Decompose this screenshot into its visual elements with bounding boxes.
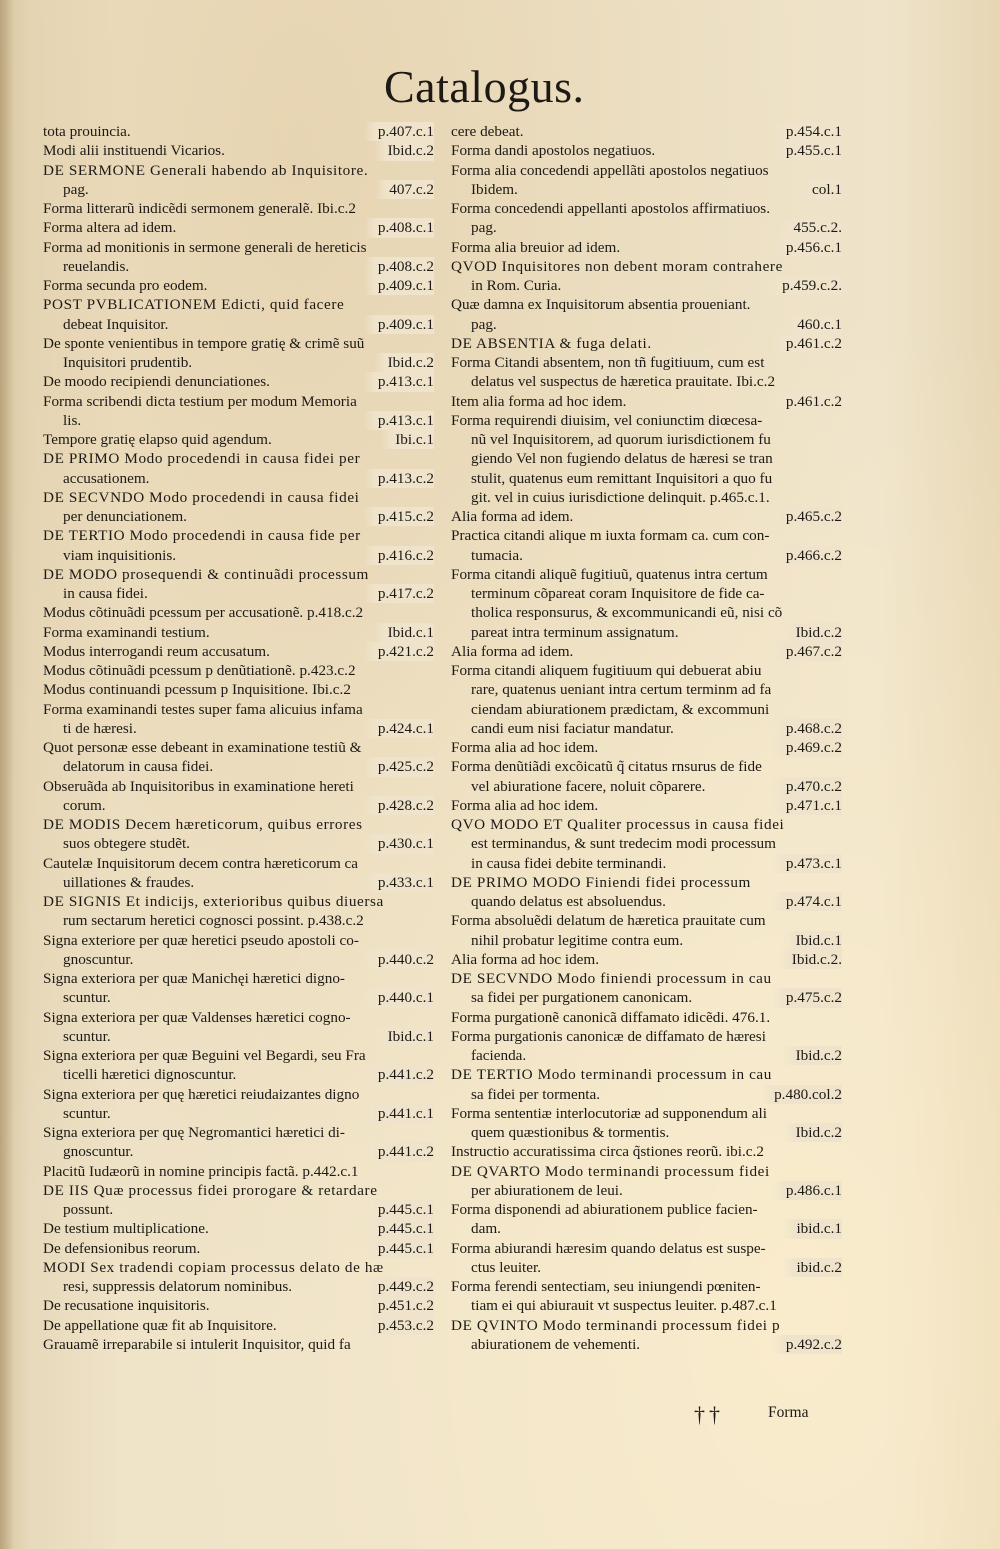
page-reference: p.471.c.1 — [772, 796, 842, 815]
entry-text-line: DE ABSENTIA & fuga delati. — [451, 334, 652, 352]
index-entry — [38, 1162, 434, 1181]
entry-text-line: facienda. — [471, 1047, 527, 1064]
page-reference: p.421.c.2 — [364, 642, 434, 661]
entry-text-line: ti de hæresi. — [63, 719, 137, 737]
index-column-left — [38, 122, 434, 1354]
index-entry — [38, 565, 434, 604]
index-entry — [446, 1104, 842, 1143]
page-reference: ibid.c.2 — [782, 1258, 842, 1277]
page-reference: p.455.c.1 — [772, 141, 842, 160]
entry-text-line: DE QVARTO Modo terminandi processum fidei — [451, 1162, 770, 1180]
index-entry — [446, 1142, 842, 1161]
entry-text-line: in causa fidei. — [63, 585, 148, 602]
entry-text-line: pareat intra terminum assignatum. — [471, 623, 679, 641]
index-entry — [38, 1123, 434, 1162]
index-entry — [38, 892, 434, 931]
index-entry — [38, 1239, 434, 1258]
page-reference: Ibid.c.1 — [374, 623, 434, 642]
entry-text-line: Signa exteriora per quæ Beguini vel Begardi, seu Fra — [43, 1047, 366, 1064]
index-entry — [446, 757, 842, 796]
entry-text-line: DE PRIMO MODO Finiendi fidei processum — [451, 873, 751, 891]
page-reference: Ibid.c.2 — [782, 1046, 842, 1065]
entry-text-line: Signa exteriora per quę Negromantici hæretici di- — [43, 1124, 345, 1141]
entry-text-line: reuelandis. — [63, 257, 130, 275]
page-reference: p.441.c.1 — [364, 1104, 434, 1123]
entry-text-line: possunt. — [63, 1201, 114, 1218]
index-entry — [38, 141, 434, 160]
index-column-right — [446, 122, 842, 1354]
index-entry — [38, 1181, 434, 1220]
entry-text-line: De moodo recipiendi denunciationes. — [43, 373, 270, 391]
index-entry — [38, 1316, 434, 1335]
entry-text-line: Quot personæ esse debeant in examinatione testiũ & — [43, 739, 362, 756]
entry-text-line: Forma Citandi absentem, non tñ fugitiuum, cum est — [451, 354, 765, 371]
index-entry — [38, 623, 434, 642]
index-entry — [446, 392, 842, 411]
entry-text-line: De recusatione inquisitoris. — [43, 1297, 210, 1315]
entry-text-line: Ibidem. — [471, 180, 518, 198]
entry-text-line: pag. — [63, 180, 89, 198]
entry-text-line: quando delatus est absoluendus. — [471, 893, 666, 910]
entry-text-line: Forma disponendi ad abiurationem publice facien- — [451, 1201, 758, 1218]
page-reference: p.486.c.1 — [772, 1181, 842, 1200]
index-entry — [446, 238, 842, 257]
index-entry — [38, 700, 434, 739]
index-entry — [38, 931, 434, 970]
index-entry — [446, 1316, 842, 1355]
index-entry — [38, 738, 434, 777]
index-entry — [38, 1258, 434, 1297]
page-reference: col.1 — [798, 180, 842, 199]
page-reference: Ibid.c.2 — [374, 141, 434, 160]
entry-text-line: Cautelæ Inquisitorum decem contra hæreticorum ca — [43, 854, 359, 872]
entry-text-line: Forma purgationẽ canonicã diffamato idicẽdi. 476.1. — [451, 1008, 771, 1026]
entry-text-line: Item alia forma ad hoc idem. — [451, 392, 627, 410]
entry-text-line: QVO MODO ET Qualiter processus in causa fidei — [451, 816, 785, 833]
index-entry — [446, 141, 842, 160]
page-reference: p.473.c.1 — [772, 854, 842, 873]
page-header — [0, 60, 1000, 130]
index-entry — [38, 1008, 434, 1047]
index-entry — [446, 507, 842, 526]
index-entry — [446, 873, 842, 912]
index-entry — [38, 1046, 434, 1085]
entry-text-line: Placitũ Iudæorũ in nomine principis factã. p.442.c.1 — [43, 1162, 359, 1180]
entry-text-line: lis. — [63, 411, 82, 429]
index-entry — [38, 218, 434, 237]
entry-text-line: candi eum nisi faciatur mandatur. — [471, 719, 674, 737]
index-entry — [446, 1008, 842, 1027]
entry-text-line: pag. — [471, 219, 497, 237]
entry-text-line: viam inquisitionis. — [63, 546, 177, 564]
entry-text-line: pag. — [471, 315, 497, 333]
entry-text-line: cere debeat. — [451, 123, 524, 140]
entry-text-line: Signa exteriora per quæ Valdenses hæretici cogno- — [43, 1008, 351, 1026]
entry-text-line: rum sectarum heretici cognosci possint. p.438.c.2 — [63, 912, 364, 930]
entry-text-line: giendo Vel non fugiendo delatus de hæresi se tran — [471, 450, 773, 468]
entry-text-line: Practica citandi alique m iuxta formam ca. cum con- — [451, 527, 770, 545]
page-reference: p.433.c.1 — [364, 873, 434, 892]
page-reference: p.413.c.2 — [364, 469, 434, 488]
index-entry — [38, 199, 434, 218]
index-entry — [446, 1277, 842, 1316]
page-reference: 407.c.2 — [375, 180, 434, 199]
entry-text-line: est terminandus, & sunt tredecim modi processum — [471, 835, 776, 853]
index-entry — [38, 969, 434, 1008]
index-entry — [38, 1335, 434, 1354]
entry-text-line: Forma purgationis canonicæ de diffamato de hæresi — [451, 1027, 766, 1045]
entry-text-line: quem quæstionibus & tormentis. — [471, 1124, 670, 1141]
page-reference: p.408.c.2 — [364, 257, 434, 276]
entry-text-line: accusationem. — [63, 469, 150, 487]
entry-text-line: DE TERTIO Modo terminandi processum in cau — [451, 1066, 772, 1084]
entry-text-line: scuntur. — [63, 989, 111, 1007]
page-reference: Ibid.c.1 — [782, 931, 842, 950]
page-reference: p.454.c.1 — [772, 122, 842, 141]
index-entry — [38, 372, 434, 391]
page-reference: p.413.c.1 — [364, 411, 434, 430]
entry-text-line: gnoscuntur. — [63, 1143, 134, 1161]
entry-text-line: Forma scribendi dicta testium per modum Memoria — [43, 392, 357, 410]
index-entry — [446, 565, 842, 642]
index-entry — [38, 488, 434, 527]
entry-text-line: Forma sententiæ interlocutoriæ ad supponendum ali — [451, 1104, 767, 1122]
entry-text-line: De defensionibus reorum. — [43, 1239, 201, 1257]
entry-text-line: Forma litterarũ indicẽdi sermonem generalẽ. Ibi.c.2 — [43, 200, 356, 217]
binding-edge — [0, 0, 14, 1549]
index-entry — [446, 1200, 842, 1239]
entry-text-line: dam. — [471, 1220, 501, 1238]
page-reference: Ibid.c.2 — [782, 1123, 842, 1142]
index-entry — [38, 680, 434, 699]
entry-text-line: Signa exteriora per quę hæretici reiudaizantes digno — [43, 1085, 360, 1103]
entry-text-line: tiam ei qui abiurauit vt suspectus leuiter. p.487.c.1 — [471, 1297, 777, 1315]
entry-text-line: debeat Inquisitor. — [63, 315, 169, 333]
entry-text-line: Modus interrogandi reum accusatum. — [43, 642, 270, 660]
page-reference: p.451.c.2 — [364, 1296, 434, 1315]
index-entry — [446, 295, 842, 334]
page-reference: Ibid.c.1 — [374, 1027, 434, 1046]
page-reference: Ibid.c.2. — [778, 950, 842, 969]
page-reference: p.459.c.2. — [768, 276, 842, 295]
index-entry — [446, 199, 842, 238]
entry-text-line: Forma citandi aliquẽ fugitiuũ, quatenus intra certum — [451, 565, 768, 583]
index-entry — [446, 738, 842, 757]
entry-text-line: stulit, quatenus eum remittant Inquisitori a quo fu — [471, 469, 773, 487]
entry-text-line: POST PVBLICATIONEM Edicti, quid facere — [43, 296, 345, 314]
page-reference: p.470.c.2 — [772, 777, 842, 796]
index-entry — [38, 661, 434, 680]
entry-text-line: De testium multiplicatione. — [43, 1220, 209, 1238]
index-entry — [38, 276, 434, 295]
entry-text-line: corum. — [63, 796, 106, 814]
index-entry — [38, 295, 434, 334]
index-entry — [446, 122, 842, 141]
index-entry — [446, 1162, 842, 1201]
page-reference: p.456.c.1 — [772, 238, 842, 257]
entry-text-line: Forma altera ad idem. — [43, 219, 177, 237]
index-entry — [446, 969, 842, 1008]
index-entry — [446, 526, 842, 565]
index-entry — [446, 353, 842, 392]
index-entry — [38, 854, 434, 893]
page-reference: p.441.c.2 — [364, 1142, 434, 1161]
entry-text-line: DE PRIMO Modo procedendi in causa fidei per — [43, 450, 361, 468]
page-reference: p.440.c.1 — [364, 988, 434, 1007]
page-reference: p.453.c.2 — [364, 1316, 434, 1335]
page-reference: ibid.c.1 — [782, 1219, 842, 1238]
entry-text-line: Alia forma ad idem. — [451, 642, 574, 660]
entry-text-line: DE MODIS Decem hæreticorum, quibus errores — [43, 816, 363, 833]
page-reference: p.445.c.1 — [364, 1239, 434, 1258]
entry-text-line: uillationes & fraudes. — [63, 873, 195, 891]
index-entry — [38, 238, 434, 277]
index-entry — [38, 777, 434, 816]
index-entry — [446, 911, 842, 950]
index-entry — [38, 161, 434, 200]
index-entry — [38, 526, 434, 565]
index-entry — [446, 796, 842, 815]
entry-text-line: tota prouincia. — [43, 123, 131, 140]
entry-text-line: abiurationem de vehementi. — [471, 1335, 641, 1353]
page-reference: p.465.c.2 — [772, 507, 842, 526]
entry-text-line: terminum cõpareat coram Inquisitore de fide ca- — [471, 585, 765, 602]
index-entry — [38, 334, 434, 373]
page-reference: p.449.c.2 — [364, 1277, 434, 1296]
entry-text-line: Forma alia ad hoc idem. — [451, 796, 599, 814]
entry-text-line: Quæ damna ex Inquisitorum absentia proueniant. — [451, 296, 751, 314]
entry-text-line: Forma examinandi testium. — [43, 623, 210, 641]
signature-mark: †† — [694, 1402, 724, 1427]
index-entry — [446, 1065, 842, 1104]
entry-text-line: gnoscuntur. — [63, 950, 134, 968]
entry-text-line: Forma examinandi testes super fama alicuius infama — [43, 700, 363, 718]
entry-text-line: suos obtegere studẽt. — [63, 835, 190, 853]
page-reference: p.409.c.1 — [364, 276, 434, 295]
entry-text-line: vel abiuratione facere, noluit cõparere. — [471, 777, 706, 795]
page-reference: p.492.c.2 — [772, 1335, 842, 1354]
entry-text-line: sa fidei per tormenta. — [471, 1085, 601, 1103]
entry-text-line: delatorum in causa fidei. — [63, 758, 214, 776]
entry-text-line: Modi alii instituendi Vicarios. — [43, 142, 225, 160]
entry-text-line: Instructio accuratissima circa q̃stiones reorũ. ibi.c.2 — [451, 1143, 764, 1161]
entry-text-line: Forma dandi apostolos negatiuos. — [451, 142, 656, 160]
page-reference: p.416.c.2 — [364, 546, 434, 565]
index-entry — [446, 661, 842, 738]
page-reference: p.413.c.1 — [364, 372, 434, 391]
page-reference: p.445.c.1 — [364, 1200, 434, 1219]
index-entry — [38, 1296, 434, 1315]
page-reference: p.417.c.2 — [364, 584, 434, 603]
page-reference: 455.c.2. — [779, 218, 842, 237]
index-entry — [446, 815, 842, 873]
entry-text-line: sa fidei per purgationem canonicam. — [471, 989, 693, 1007]
entry-text-line: ciendam abiurationem prædictam, & excommuni — [471, 700, 770, 718]
entry-text-line: in causa fidei debite terminandi. — [471, 854, 667, 872]
page-reference: p.480.col.2 — [760, 1085, 842, 1104]
entry-text-line: DE SECVNDO Modo procedendi in causa fidei — [43, 488, 360, 506]
index-entry — [38, 122, 434, 141]
page-reference: p.469.c.2 — [772, 738, 842, 757]
catchword: Forma — [768, 1404, 809, 1421]
entry-text-line: Forma ferendi sentectiam, seu iniungendi pœniten- — [451, 1278, 761, 1295]
entry-text-line: DE IIS Quæ processus fidei prorogare & retardare — [43, 1181, 378, 1199]
entry-text-line: nũ vel Inquisitorem, ad quorum iurisdictionem fu — [471, 431, 771, 448]
page-reference: p.415.c.2 — [364, 507, 434, 526]
index-entry — [38, 392, 434, 431]
page-reference: p.428.c.2 — [364, 796, 434, 815]
entry-text-line: Forma concedendi appellanti apostolos affirmatiuos. — [451, 200, 770, 217]
entry-text-line: Forma abiurandi hæresim quando delatus est suspe- — [451, 1239, 766, 1257]
entry-text-line: Forma requirendi diuisim, vel coniunctim diœcesa- — [451, 411, 763, 429]
index-entry — [446, 642, 842, 661]
entry-text-line: delatus vel suspectus de hæretica prauitate. Ibi.c.2 — [471, 373, 776, 391]
entry-text-line: Forma ad monitionis in sermone generali de hereticis — [43, 238, 367, 256]
entry-text-line: Tempore gratię elapso quid agendum. — [43, 431, 272, 448]
index-entry — [38, 642, 434, 661]
entry-text-line: Alia forma ad idem. — [451, 508, 574, 525]
page-reference: p.468.c.2 — [772, 719, 842, 738]
index-entry — [446, 950, 842, 969]
page-reference: p.441.c.2 — [364, 1065, 434, 1084]
page-reference: p.425.c.2 — [364, 757, 434, 776]
entry-text-line: Alia forma ad hoc idem. — [451, 950, 600, 968]
entry-text-line: tholica responsurus, & excommunicandi eũ, nisi cõ — [471, 604, 783, 622]
entry-text-line: Forma absoluẽdi delatum de hæretica prauitate cum — [451, 912, 766, 930]
entry-text-line: nihil probatur legitime contra eum. — [471, 931, 684, 949]
entry-text-line: Obseruãda ab Inquisitoribus in examinatione hereti — [43, 777, 354, 795]
entry-text-line: Modus continuandi pcessum p Inquisitione. Ibi.c.2 — [43, 681, 351, 699]
entry-text-line: scuntur. — [63, 1027, 111, 1045]
page-reference: p.461.c.2 — [772, 334, 842, 353]
page-reference: p.407.c.1 — [364, 122, 434, 141]
entry-text-line: Grauamẽ irreparabile si intulerit Inquisitor, quid fa — [43, 1335, 351, 1353]
index-entry — [38, 815, 434, 854]
index-entry — [38, 430, 434, 449]
entry-text-line: Modus cõtinuãdi pcessum p denũtiationẽ. p.423.c.2 — [43, 662, 356, 679]
index-entry — [38, 603, 434, 622]
page-reference: p.409.c.1 — [364, 315, 434, 334]
entry-text-line: DE TERTIO Modo procedendi in causa fide per — [43, 527, 361, 545]
page-reference: p.424.c.1 — [364, 719, 434, 738]
entry-text-line: rare, quatenus ueniant intra certum terminm ad fa — [471, 681, 772, 699]
entry-text-line: in Rom. Curia. — [471, 277, 562, 294]
index-entry — [446, 1239, 842, 1278]
page-reference: p.466.c.2 — [772, 546, 842, 565]
page-reference: p.408.c.1 — [364, 218, 434, 237]
page-title: Catalogus. — [384, 61, 585, 112]
entry-text-line: Forma citandi aliquem fugitiuum qui debuerat abiu — [451, 662, 762, 679]
entry-text-line: tumacia. — [471, 546, 523, 564]
entry-text-line: Forma secunda pro eodem. — [43, 277, 208, 294]
page-reference: p.461.c.2 — [772, 392, 842, 411]
index-entry — [446, 257, 842, 296]
index-entry — [38, 1219, 434, 1238]
page-reference: p.440.c.2 — [364, 950, 434, 969]
page-reference: p.474.c.1 — [772, 892, 842, 911]
entry-text-line: Forma denũtiãdi excõicatũ q̃ citatus rnsurus de fide — [451, 758, 762, 776]
entry-text-line: scuntur. — [63, 1104, 111, 1122]
index-entry — [38, 1085, 434, 1124]
index-entry — [446, 161, 842, 200]
entry-text-line: per abiurationem de leui. — [471, 1181, 623, 1199]
page-reference: p.430.c.1 — [364, 834, 434, 853]
page-reference: p.475.c.2 — [772, 988, 842, 1007]
entry-text-line: DE SERMONE Generali habendo ab Inquisitore. — [43, 161, 369, 179]
entry-text-line: DE MODO prosequendi & continuãdi processum — [43, 565, 369, 583]
page-reference: 460.c.1 — [783, 315, 842, 334]
entry-text-line: Forma alia breuior ad idem. — [451, 238, 621, 256]
entry-text-line: DE SECVNDO Modo finiendi processum in cau — [451, 970, 772, 987]
entry-text-line: Signa exteriore per quæ heretici pseudo apostoli co- — [43, 931, 359, 949]
page-reference: p.445.c.1 — [364, 1219, 434, 1238]
entry-text-line: Signa exteriora per quæ Manichęi hæretici digno- — [43, 970, 345, 987]
page-reference: Ibid.c.2 — [374, 353, 434, 372]
entry-text-line: ticelli hæretici dignoscuntur. — [63, 1066, 237, 1084]
entry-text-line: Modus cõtinuãdi pcessum per accusationẽ. p.418.c.2 — [43, 604, 364, 622]
index-entry — [446, 1027, 842, 1066]
index-entry — [38, 449, 434, 488]
entry-text-line: De appellatione quæ fit ab Inquisitore. — [43, 1316, 277, 1334]
entry-text-line: ctus leuiter. — [471, 1258, 542, 1276]
entry-text-line: Forma alia concedendi appellãti apostolos negatiuos — [451, 161, 769, 179]
entry-text-line: DE SIGNIS Et indicijs, exterioribus quibus diuersa — [43, 893, 384, 910]
entry-text-line: QVOD Inquisitores non debent moram contrahere — [451, 257, 783, 275]
page-reference: Ibi.c.1 — [381, 430, 434, 449]
entry-text-line: git. vel in cuius iurisdictione delinquit. p.465.c.1. — [471, 488, 770, 506]
entry-text-line: resi, suppressis delatorum nominibus. — [63, 1278, 293, 1295]
entry-text-line: Forma alia ad hoc idem. — [451, 739, 599, 756]
page-reference: p.467.c.2 — [772, 642, 842, 661]
entry-text-line: De sponte venientibus in tempore gratię & crimẽ suũ — [43, 334, 365, 352]
entry-text-line: MODI Sex tradendi copiam processus delato de hæ — [43, 1258, 384, 1276]
index-entry — [446, 411, 842, 507]
entry-text-line: DE QVINTO Modo terminandi processum fidei p — [451, 1316, 781, 1334]
entry-text-line: Inquisitori prudentib. — [63, 354, 193, 371]
index-entry — [446, 334, 842, 353]
entry-text-line: per denunciationem. — [63, 508, 187, 525]
page-reference: Ibid.c.2 — [782, 623, 842, 642]
